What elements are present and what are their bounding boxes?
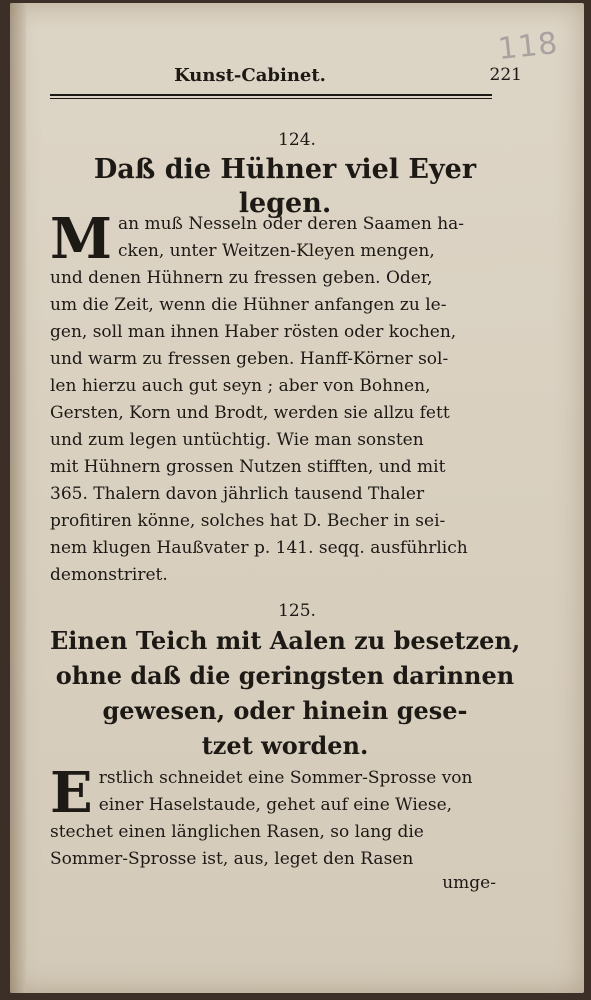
title-line: tzet worden. xyxy=(201,731,369,760)
catchword: umge- xyxy=(442,873,496,893)
header-rule xyxy=(50,94,492,96)
text-line: gen, soll man ihnen Haber rösten oder kochen, xyxy=(50,322,457,342)
running-title: Kunst-Cabinet. xyxy=(174,65,326,86)
page-gutter xyxy=(10,3,26,993)
page-number: 221 xyxy=(489,65,522,85)
book-page xyxy=(10,3,584,993)
header-rule-thin xyxy=(50,98,492,99)
section-number-125: 125. xyxy=(278,601,316,621)
text-line: profitiren könne, solches hat D. Becher in sei- xyxy=(50,511,446,531)
section-body-125 xyxy=(50,760,506,873)
running-head xyxy=(50,61,530,91)
text-line: stechet einen länglichen Rasen, so lang die xyxy=(50,822,424,842)
text-line: Gersten, Korn und Brodt, werden sie allzu fett xyxy=(50,403,450,423)
text-line: nem klugen Haußvater p. 141. seqq. ausführlich xyxy=(50,538,468,558)
title-line: gewesen, oder hinein gese- xyxy=(102,696,468,725)
text-line: an muß Nesseln oder deren Saamen ha- xyxy=(118,214,465,234)
text-line: demonstriret. xyxy=(50,565,168,585)
text-line: 365. Thalern davon jährlich tausend Thaler xyxy=(50,484,425,504)
text-line: und warm zu fressen geben. Hanff-Körner sol- xyxy=(50,349,449,369)
text-line: Sommer-Sprosse ist, aus, leget den Rasen xyxy=(50,849,414,869)
text-line: len hierzu auch gut seyn ; aber von Bohnen, xyxy=(50,376,431,396)
text-line: mit Hühnern grossen Nutzen stifften, und mit xyxy=(50,457,446,477)
text-line: einer Haselstaude, gehet auf eine Wiese, xyxy=(98,795,453,815)
text-line: um die Zeit, wenn die Hühner anfangen zu le- xyxy=(50,295,447,315)
text-line: und zum legen untüchtig. Wie man sonsten xyxy=(50,430,424,450)
drop-cap: M xyxy=(50,206,112,272)
section-body-124 xyxy=(50,206,506,589)
title-line: ohne daß die geringsten darinnen xyxy=(55,661,515,690)
section-title-125 xyxy=(50,623,520,763)
section-title-124: Daß die Hühner viel Eyer legen. xyxy=(93,154,477,219)
drop-cap: E xyxy=(50,760,93,826)
title-line: Einen Teich mit Aalen zu besetzen, xyxy=(50,626,521,655)
text-line: rstlich schneidet eine Sommer-Sprosse von xyxy=(98,768,473,788)
text-line: cken, unter Weitzen-Kleyen mengen, xyxy=(118,241,435,261)
text-line: und denen Hühnern zu fressen geben. Oder, xyxy=(50,268,433,288)
pencil-folio-note: 118 xyxy=(496,25,560,68)
section-number-124: 124. xyxy=(278,130,316,150)
